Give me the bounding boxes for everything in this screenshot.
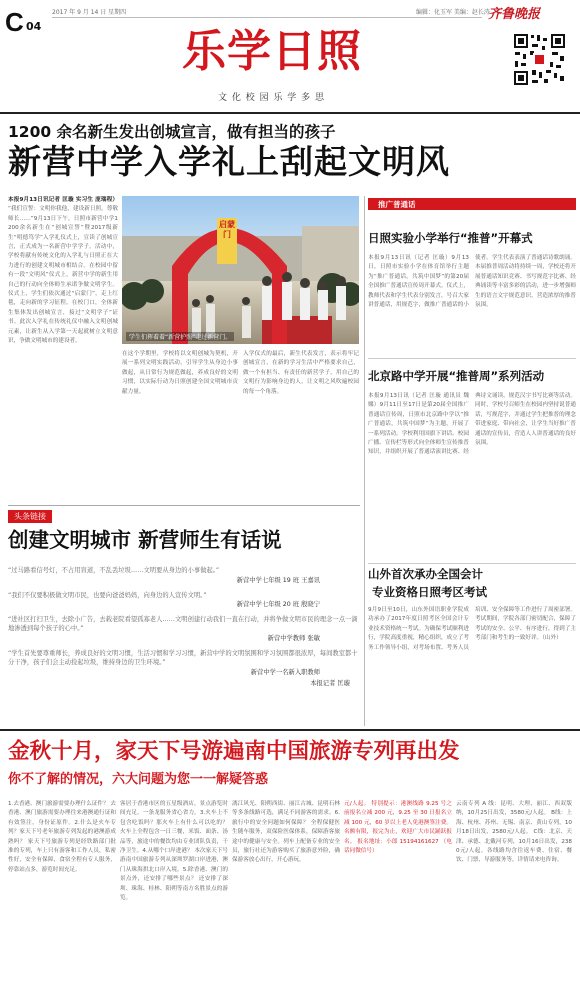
masthead-rule xyxy=(0,112,580,114)
right-tag xyxy=(368,198,576,210)
quote-4-author: 新营中学一名新入职教师 xyxy=(250,668,320,676)
quote-3 xyxy=(8,615,360,644)
right-item3-body: 9月9日至10日，山东外国语职业学院成功承办了2017年度日照考区全国会计专业技术资格统一考试。为确保考试顺利进行，学院高度重视，精心组织，成立了考务工作领导小组，对考场布置、考务人员培训、安全保障等工作进行了周密部署。考试期间，学院各部门密切配合，保障了考试的安全、公平、有序进行，得到了主考部门和考生的一致好评。（山外） xyxy=(368,607,576,651)
editor-credit: 编辑：化玉军 美编：赵长涛 xyxy=(416,9,490,16)
travel-subhead: 你不了解的情况，六大问题为您一一解疑答惑 xyxy=(8,772,269,787)
feature-reporter: 本报记者 匡璇 xyxy=(310,680,350,688)
quote-2-author: 新营中学七年级 20 班 殷晓宁 xyxy=(236,601,320,609)
quote-4 xyxy=(8,649,360,678)
page-title: 乐学日照 xyxy=(182,26,362,77)
lead-body-col2: 在这个学期里，学校将以文明创城为契机，开展一系列文明实践活动，引导学生从身边小事做起，从日常行为规范做起，养成良好的文明习惯，以实际行动为日照创建全国文明城市贡献力量。 xyxy=(122,351,238,395)
quote-1-text: “过马路看信号灯，不占用盲道，不乱丢垃圾……文明要从身边的小事做起。” xyxy=(8,567,220,574)
lead-paragraph-2: 仪式上，学生们依次通过“启蒙门”，走上红毯，走向新的学习征程。在校门口，全体新生集体发出创城宣言，接过“文明学子”证书。此次入学礼在传统礼仪中融入文明创城元素，让新生从入学第一天起就树立文明意识，争做文明城市的建设者。 xyxy=(8,291,118,345)
travel-headline: 金秋十月，家天下号游遍南中国旅游专列再出发 xyxy=(8,739,460,764)
issue-date: 2017 年 9 月 14 日 星期四 xyxy=(52,9,127,16)
feature-tag: 头条链接 xyxy=(8,510,52,523)
quote-3-author: 新营中学教师 张敏 xyxy=(267,634,320,642)
travel-col2: 客居于香港市区的五星级酒店，景点游览时间充足，一条龙服务省心省力。3.火车上不包含吃饭吗？那火车上有什么可以吃的？ 火车上全程包含一日三餐，米饭、面条、汤品等，旅途中的餐饮均由专业团队负责，干净卫生。4.从哪个口岸进港？ 本次家天下号游南中国旅游专列从深圳罗湖口岸进港，澳门从珠海拱北口岸入境。5.除香港、澳门的景点外，还安排了哪些景点？ 还安排了深圳、珠海、桂林、阳朔等南方名胜景点的游览。 xyxy=(120,801,228,902)
right-tag-label: 推广普通话 xyxy=(378,200,416,209)
right-item1-headline: 日照实验小学举行“推普”开幕式 xyxy=(368,231,533,245)
quote-1-author: 新营中学七年级 19 班 王嘉讯 xyxy=(236,577,320,584)
quote-1 xyxy=(8,566,360,586)
travel-col5: 云南专列 A 线：昆明、大理、丽江、西双版纳，10月25日出发，3580元/人起。 B线：上海、杭州、苏州、无锡、南京、黄山专列，10月18日出发，2580元/人起。 C线：北京、天津、承德、北戴河专列，10月16日出发，2380元/人起。各线路均含往返车费、住宿、餐饮、门票、导游服务等，详情请来电咨询。 xyxy=(456,801,572,864)
lead-headline: 新营中学入学礼上刮起文明风 xyxy=(8,142,450,181)
page-motto: 文 化 校 园 乐 学 多 思 xyxy=(218,93,326,103)
quote-2 xyxy=(8,591,360,610)
section-letter: C xyxy=(5,7,24,37)
quote-2-text: “我们不仅要积极做文明市民，也要向爸爸妈妈，向身边的人宣传文明。” xyxy=(8,591,207,599)
right-item3-headline-2: 专业资格日照考区考试 xyxy=(372,585,487,599)
travel-col1: 1.去香港、澳门旅游需要办理什么证件？ 去香港、澳门旅游需要办理往来港澳通行证和有效签注，身份证原件。2.什么是火车专列？家天下号老年旅游专列发起的港澳游成熟吗？ 家天下号旅游专列是经铁路部门批准的专列，车上只有游客和工作人员，私密性好，安全有保障，食宿全程有专人服务，停靠站点多，游览时间充足。 xyxy=(8,801,116,873)
lead-body-col1 xyxy=(8,196,118,503)
lead-photo xyxy=(122,196,359,344)
paper-logo: 齐鲁晚报 xyxy=(488,7,541,22)
lead-subtitle: 1200 余名新生发出创城宣言，做有担当的孩子 xyxy=(8,123,336,141)
right-item2-body: 本报9月13日讯（记者 匡璇 通讯员 魏娜）9月11日至17日是第20届全国推广普通话宣传周，日照市北京路中学以“推广普通话，共筑中国梦”为主题，开展了一系列活动。学校利用国旗下讲话、校园广播、宣传栏等形式向全体师生宣传推普知识，并组织开展了普通话演讲比赛、经典诗文诵读、规范汉字书写比赛等活动。同时，学校号召师生在校园内坚持说普通话，写规范字，并通过学生把推普的理念带进家庭、带向社会，让学生当好推广普通话的宣传员，营造人人讲普通话的良好氛围。 xyxy=(368,393,576,456)
feature-headline: 创建文明城市 新营师生有话说 xyxy=(8,528,282,552)
header-rule xyxy=(52,17,482,18)
arch-sign: 启蒙门 xyxy=(219,220,235,239)
travel-col3: 漓江风光、阳朔西街、丽江古城、昆明石林等多条线路可选，满足不同游客的需求。6.旅行中的安全问题如何保障？ 全程保健医生随车服务，双保险医保体系，保障游客旅途中的健康与安全。列车上配备专业的安全员，旅行社还为游客购买了旅游意外险，确保游客放心出行，开心游玩。 xyxy=(232,801,340,864)
page-number: 04 xyxy=(26,20,42,33)
lead-byline: 本报9月13日讯记者 匡璇 实习生 庞瑞程） xyxy=(8,197,118,203)
right-item3-headline-1: 山外首次承办全国会计 xyxy=(368,567,483,581)
photo-caption: 学生们挥着着“新营护照”走过新营门。 xyxy=(126,332,234,341)
lead-body-col3: 入学仪式的最后，新生代表发言，表示将牢记创城宣言，在新的学习生活中严格要求自己，做一个有担当、有责任的新营学子，用自己的文明行为影响身边的人，让文明之风吹遍校园的每一个角落。 xyxy=(243,351,359,395)
feature-top-rule xyxy=(8,505,360,506)
quote-4-text: “学生首先要尊重师长，养成良好的文明习惯，生活习惯和学习习惯，新营中学的文明氛围和学习氛围都很浓厚，每间教室都十分干净，孩子们会主动捡起垃圾，维持身边的卫生环境。” xyxy=(8,649,358,667)
right-rule-2 xyxy=(368,563,576,564)
column-divider xyxy=(364,196,365,726)
lead-paragraph-1: “我们宣誓：文明你我他，建设新日照，尊敬师长……”9月13日下午，日照市新营中学1200余名新生在“创城宣誓”暨2017级新生“明德笃学”入学礼仪式上，宣读了创城宣言，正式成为一名新营中学学子。活动中，学校将献有传统文化的入学礼与日照正在大力进行的创建文明城市相结合。在校园中留有一段“文明风”仪式上，新营中学的新生用自己的行动向全体师生承诺争做文明学生。 xyxy=(8,206,118,288)
right-item2-headline: 北京路中学开展“推普周”系列活动 xyxy=(368,369,545,383)
right-item1-body: 本报9月13日讯（记者 匡璇）9月13日，日照市实验小学在体育馆举行主题为“推广普通话，共筑中国梦”的第20届全国推广普通话宣传周开幕式。仪式上，教师代表和学生代表分别发言，号召大家讲普通话，用规范字，做推广普通话的小使者。学生代表表演了普通话诗歌朗诵。本届推普周活动将持续一周，学校还将开展普通话知识竞赛、书写规范字比赛、经典诵读等丰富多彩的活动，进一步增强师生的语言文字规范意识，营造浓厚的推普氛围。 xyxy=(368,255,576,309)
right-rule-1 xyxy=(368,358,576,359)
quote-3-text: “进社区打扫卫生，去除小广告，去载老院看望孤寡老人……文明创建行动我们一直在行动，并将争做文明市民的理念一点一滴地渗透到每个孩子的心中。” xyxy=(8,615,358,633)
qr-code-icon xyxy=(512,32,567,87)
feature-quotes xyxy=(8,566,360,689)
travel-top-rule xyxy=(0,729,580,731)
travel-col4: 元/人起。 特别提示：港澳线路 9.25 号之前报名立减 200 元，9.25 至 30 日报名立减 100 元，60 岁以上老人免港澳签注费。名额有限，报完为止，欢迎广大市民踊跃报名。 报名地址：小郎 15194161627 （电话同微信号） xyxy=(344,801,452,855)
